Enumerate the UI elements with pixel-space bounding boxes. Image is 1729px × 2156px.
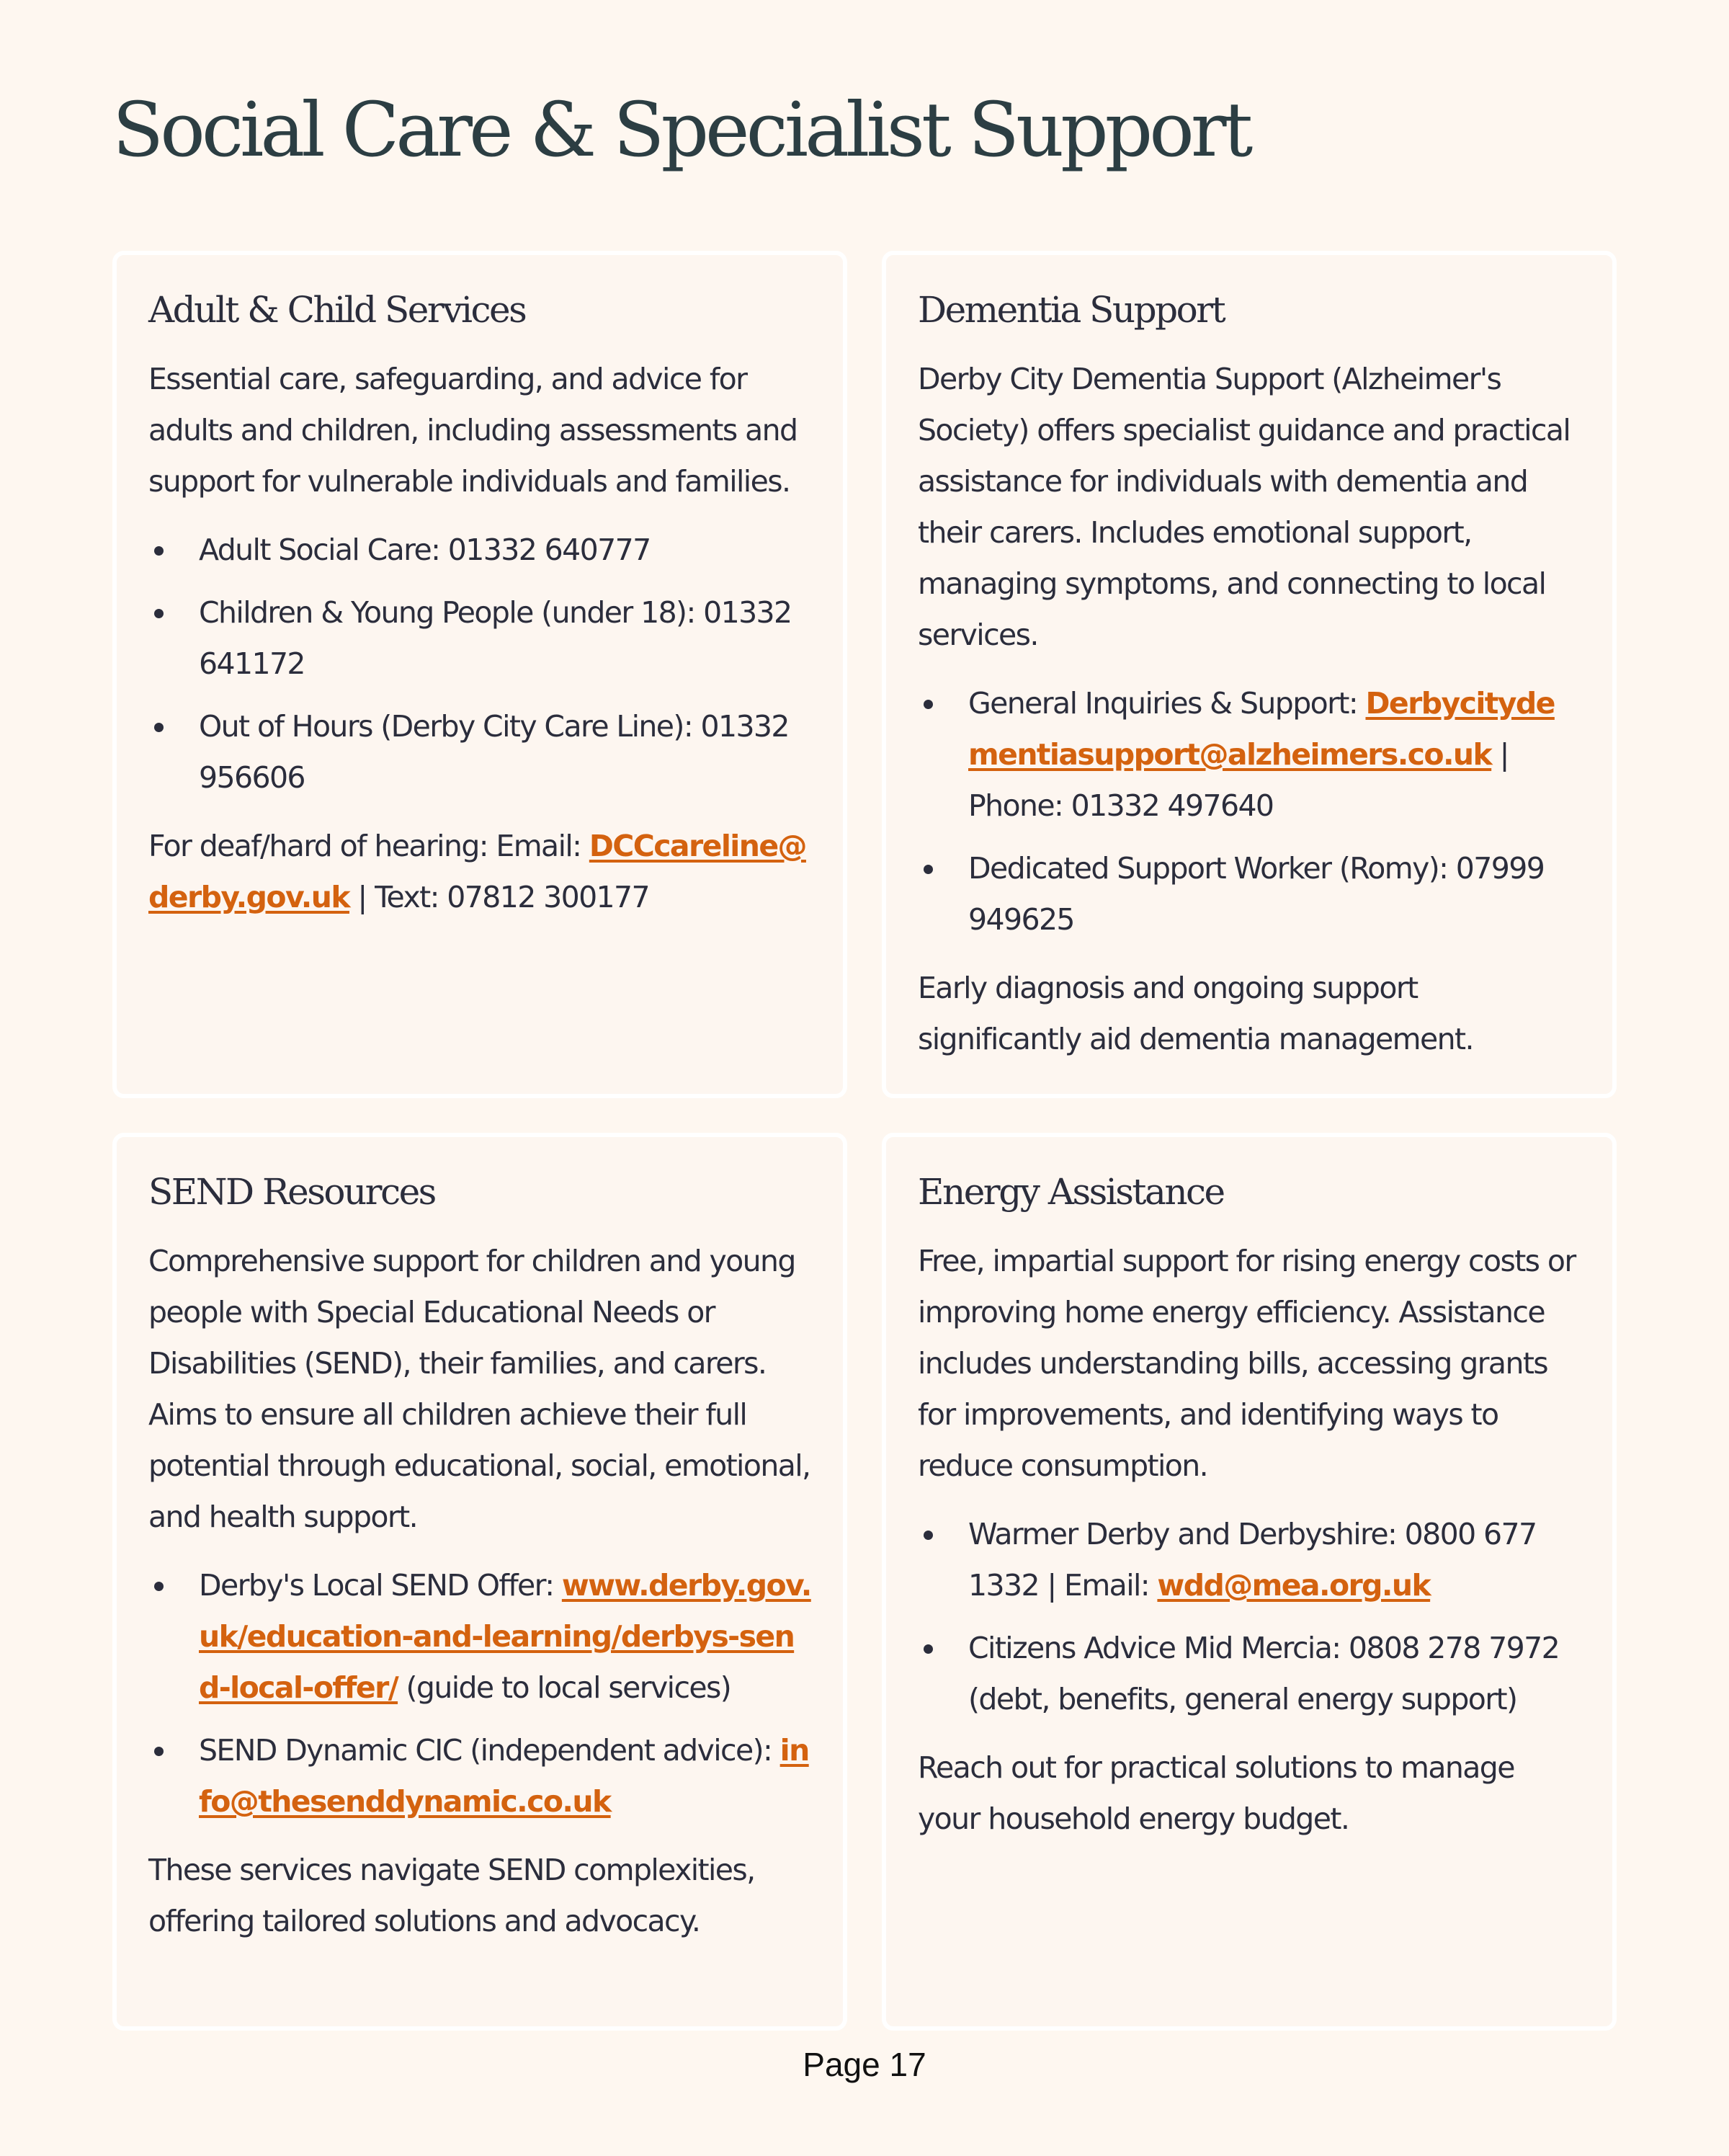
bullet-icon — [924, 1644, 933, 1654]
card-send-resources — [112, 1133, 847, 2031]
card-outro: Early diagnosis and ongoing support significantly aid dementia management. — [918, 971, 1473, 1056]
list-item-text: Children & Young People (under 18): 01332 641172 — [199, 595, 792, 681]
email-link-dementia-support[interactable]: Derbycitydementiasupport@alzheimers.co.uk — [968, 686, 1555, 772]
list-item-text: Dedicated Support Worker (Romy): 07999 949625 — [968, 851, 1545, 937]
card-intro: Essential care, safeguarding, and advice for adults and children, including assessments and support for vulnerable individuals and families. — [148, 362, 798, 499]
bullet-icon — [924, 700, 933, 709]
card-title: Dementia Support — [918, 289, 1225, 331]
list-item-text: Out of Hours (Derby City Care Line): 01332 956606 — [199, 709, 789, 795]
card-intro: Free, impartial support for rising energy costs or improving home energy efficiency. Assistance includes understanding bills, accessing grants for improvements, and identifying ways to reduce consumption. — [918, 1244, 1576, 1483]
bullet-icon — [154, 609, 164, 618]
list-item-text: Citizens Advice Mid Mercia: 0808 278 7972 (debt, benefits, general energy support) — [968, 1631, 1560, 1716]
bullet-icon — [924, 1531, 933, 1540]
bullet-icon — [154, 1582, 164, 1591]
list-item — [148, 587, 811, 690]
bullet-icon — [154, 546, 164, 556]
list-item: Derby's Local SEND Offer: www.derby.gov.uk/education-and-learning/derbys-send-local-offer/ (guide to local services) — [148, 1560, 811, 1714]
card-energy-assistance — [882, 1133, 1617, 2031]
list-item: General Inquiries & Support: Derbycitydementiasupport@alzheimers.co.uk | Phone: 01332 497640 — [918, 678, 1581, 832]
contact-list — [148, 525, 811, 803]
bullet-icon — [924, 865, 933, 874]
services-grid — [112, 251, 1617, 2031]
url-link-send-local-offer[interactable]: www.derby.gov.uk/education-and-learning/derbys-send-local-offer/ — [199, 1568, 811, 1705]
card-title: SEND Resources — [148, 1171, 435, 1213]
list-item — [148, 525, 811, 576]
page-number: Page 17 — [803, 2046, 926, 2083]
contact-list — [918, 1509, 1581, 1725]
list-item — [918, 1623, 1581, 1725]
card-dementia-support — [882, 251, 1617, 1098]
card-outro: For deaf/hard of hearing: Email: DCCcareline@derby.gov.uk | Text: 07812 300177 — [148, 829, 806, 914]
list-item — [148, 701, 811, 803]
email-link-send-dynamic[interactable]: info@thesenddynamic.co.uk — [199, 1733, 809, 1819]
page-title: Social Care & Specialist Support — [112, 86, 1250, 174]
contact-list — [918, 678, 1581, 945]
email-link-dcccareline[interactable]: DCCcareline@derby.gov.uk — [148, 829, 806, 914]
list-item — [918, 843, 1581, 945]
card-outro: Reach out for practical solutions to manage your household energy budget. — [918, 1750, 1514, 1836]
bullet-icon — [154, 723, 164, 732]
list-item-text: Adult Social Care: 01332 640777 — [199, 533, 651, 567]
card-adult-child-services — [112, 251, 847, 1098]
card-intro: Derby City Dementia Support (Alzheimer's Society) offers specialist guidance and practical assistance for individuals with dementia and their carers. Includes emotional support, managing symptoms, and connecting to local services. — [918, 362, 1571, 652]
email-link-wdd[interactable]: wdd@mea.org.uk — [1157, 1568, 1431, 1603]
list-item: Warmer Derby and Derbyshire: 0800 677 1332 | Email: wdd@mea.org.uk — [918, 1509, 1581, 1611]
card-title: Energy Assistance — [918, 1171, 1224, 1213]
bullet-icon — [154, 1747, 164, 1756]
card-outro: These services navigate SEND complexities, offering tailored solutions and advocacy. — [148, 1853, 755, 1938]
card-title: Adult & Child Services — [148, 289, 526, 331]
card-intro: Comprehensive support for children and young people with Special Educational Needs or Disabilities (SEND), their families, and carers. Aims to ensure all children achieve their full potential through educational, social, emotional, and health support. — [148, 1244, 810, 1534]
list-item: SEND Dynamic CIC (independent advice): info@thesenddynamic.co.uk — [148, 1725, 811, 1827]
contact-list — [148, 1560, 811, 1827]
